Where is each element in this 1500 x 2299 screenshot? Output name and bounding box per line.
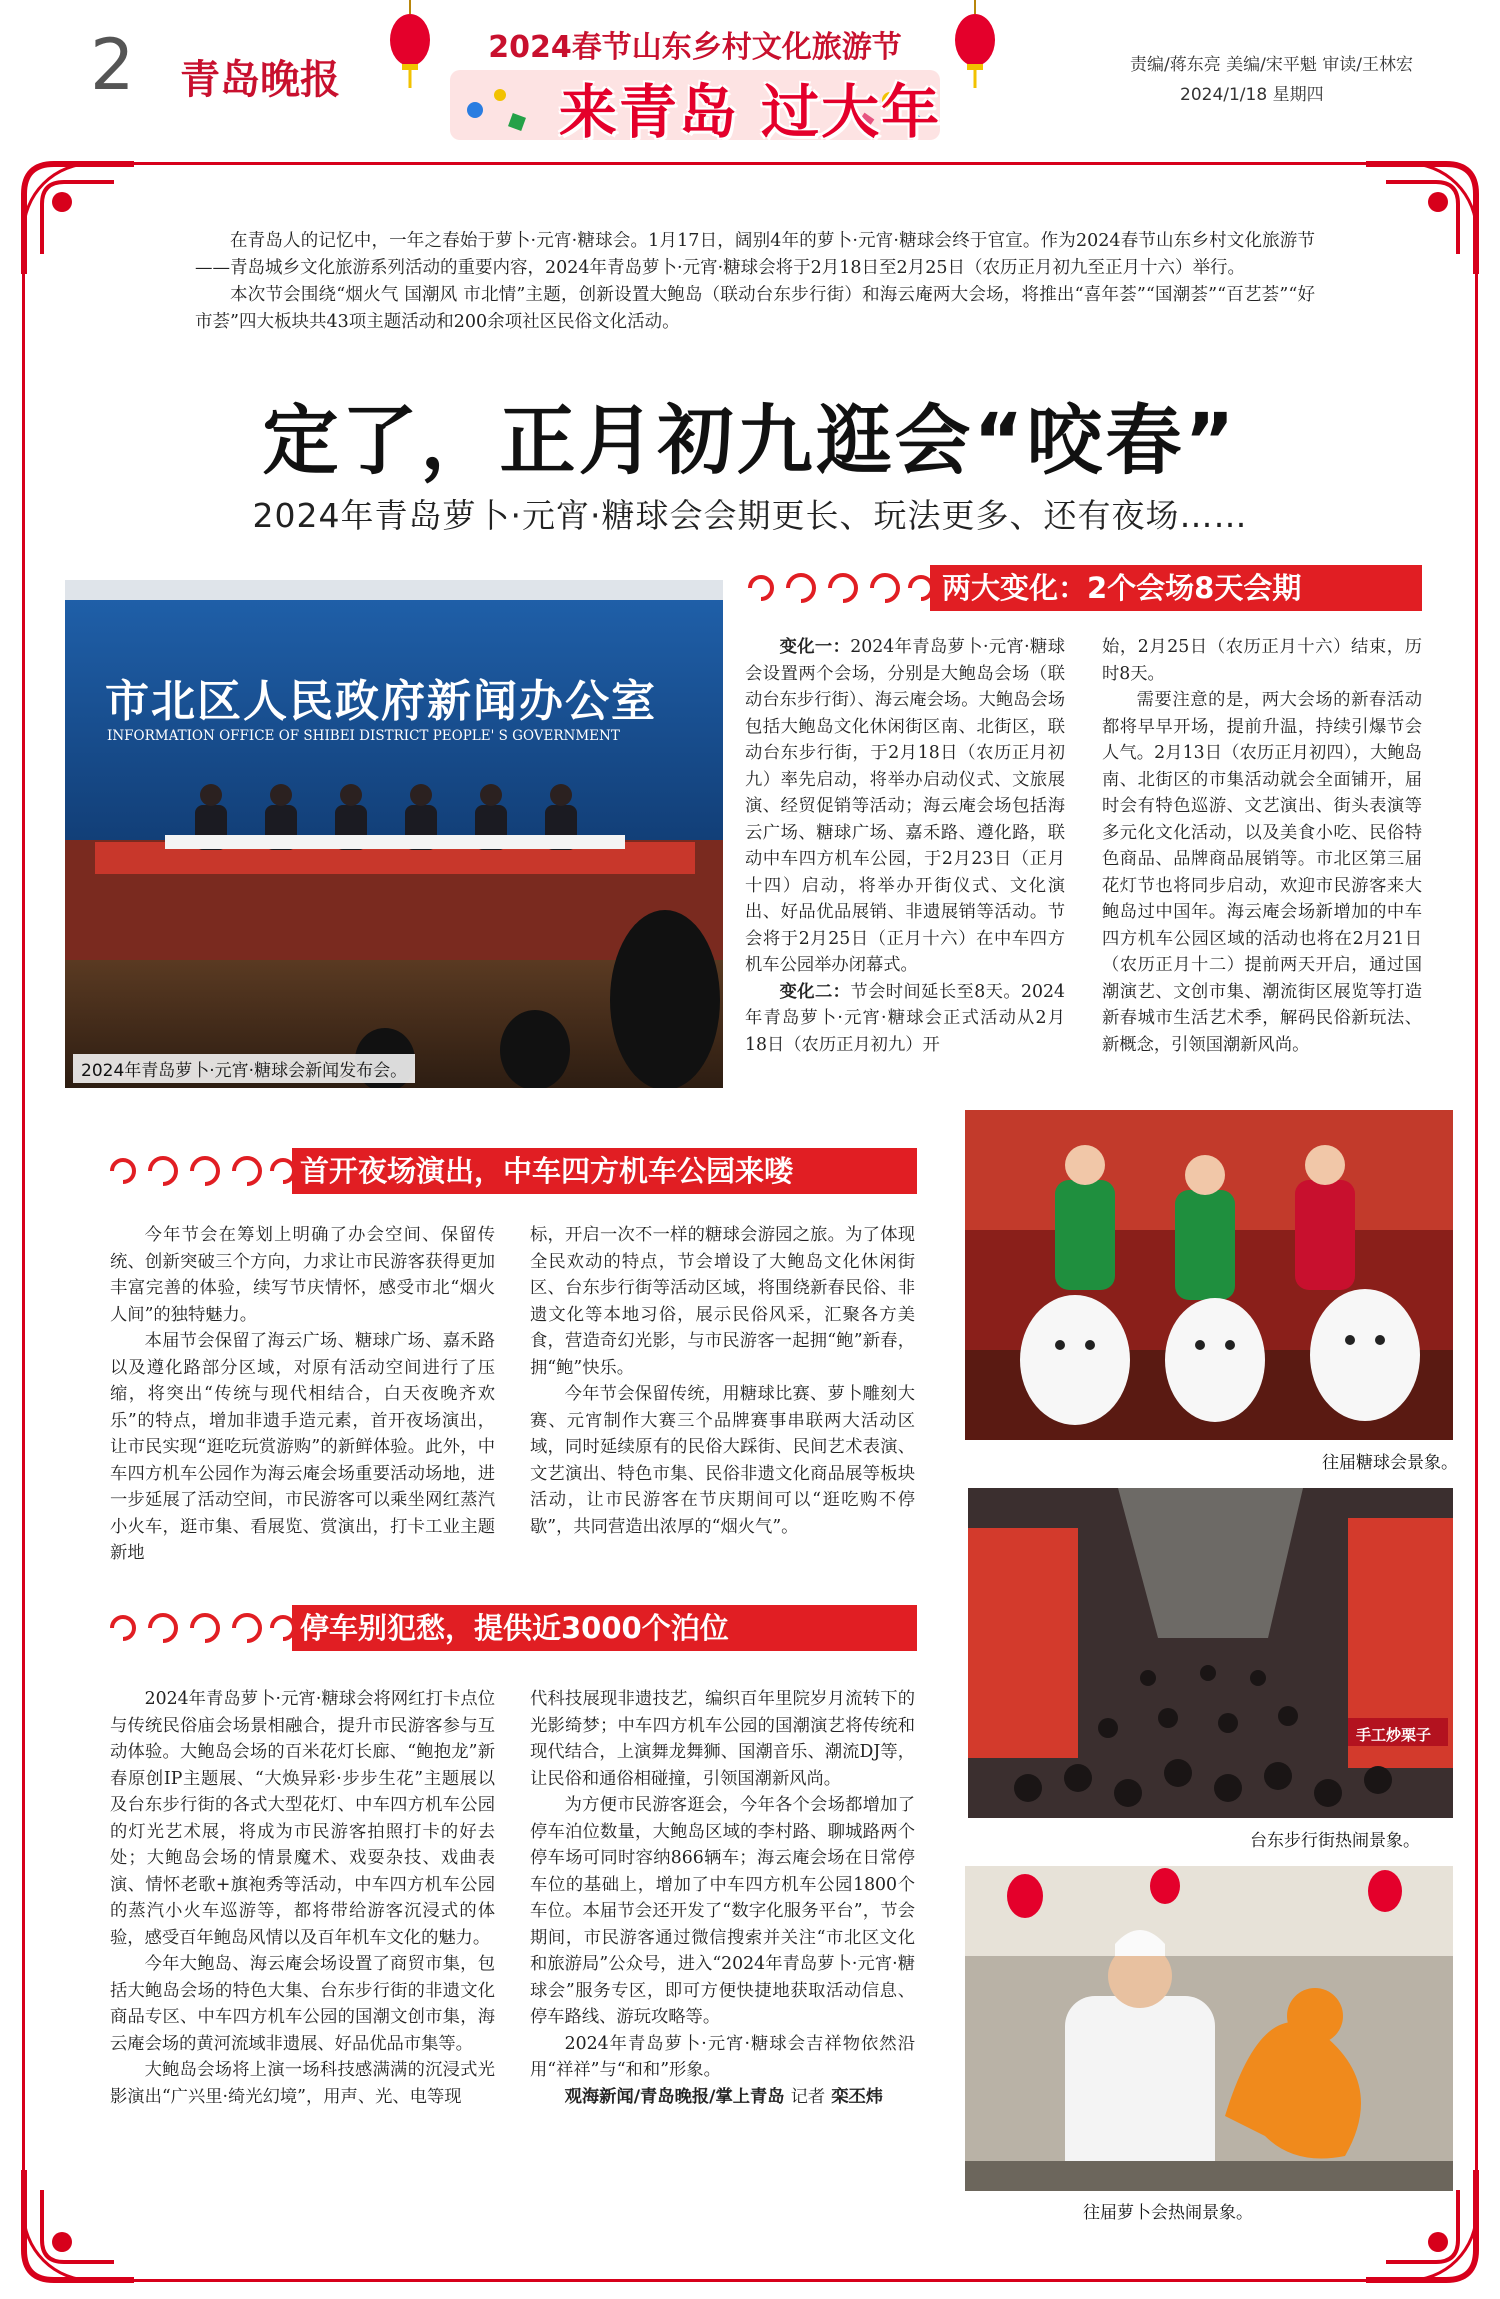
backdrop-title: 市北区人民政府新闻办公室 (105, 676, 657, 727)
article-paragraph: 大鲍岛会场将上演一场科技感满满的沉浸式光影演出“广兴里·绮光幻境”，用声、光、电等现 (110, 2060, 495, 2107)
article-paragraph: 代科技展现非遗技艺，编织百年里院岁月流转下的光影绮梦；中车四方机车公园的国潮演艺将传统和现代结合，上演舞龙舞狮、国潮音乐、潮流DJ等，让民俗和通俗相碰撞，引领国潮新风尚。 (530, 1689, 915, 1789)
paragraph-lead: 变化一： (779, 637, 851, 657)
performance-image (965, 1110, 1453, 1440)
photo-caption: 台东步行街热闹景象。 (1250, 1831, 1420, 1851)
page-number: 2 (90, 24, 135, 106)
corner-ornament-icon (1356, 154, 1486, 284)
paragraph-text: 节会时间延长至8天。2024年青岛萝卜·元宵·糖球会正式活动从2月18日（农历正月初九）开 (745, 981, 1065, 1055)
street-crowd-image (968, 1488, 1453, 1818)
corner-ornament-icon (14, 2160, 144, 2290)
banner-title: 来青岛 过大年 (558, 78, 942, 146)
section3-column-1 (110, 1686, 495, 2110)
press-conference-photo (65, 580, 723, 1088)
subheadline: 2024年青岛萝卜·元宵·糖球会会期更长、玩法更多、还有夜场…… (252, 496, 1248, 535)
cloud-ornament-icon (100, 1605, 300, 1651)
section1-column-2 (1102, 634, 1422, 1058)
byline-org: 观海新闻/青岛晚报/掌上青岛 (564, 2086, 785, 2107)
section1-column-1 (745, 634, 1065, 1058)
paragraph-text: 2024年青岛萝卜·元宵·糖球会设置两个会场，分别是大鲍岛会场（联动台东步行街）、海云庵会场。大鲍岛会场包括大鲍岛文化休闲街区南、北街区，联动台东步行街，于2月18日（农历正月初九）率先启动，将举办启动仪式、文旅展演、经贸促销等活动；海云庵会场包括海云广场、糖球广场、嘉禾路、遵化路，联动中车四方机车公园，于2月23日（正月十四）启动，将举办开街仪式、文化演出、好品优品展销、非遗展销等活动。节会将于2月25日（正月十六）在中车四方机车公园举办闭幕式。 (745, 637, 1065, 975)
lead-paragraphs (195, 228, 1315, 336)
lead-paragraph: 在青岛人的记忆中，一年之春始于萝卜·元宵·糖球会。1月17日，阔别4年的萝卜·元宵·糖球会终于官宣。作为2024春节山东乡村文化旅游节——青岛城乡文化旅游系列活动的重要内容，2024年青岛萝卜·元宵·糖球会将于2月18日至2月25日（农历正月初九至正月十六）举行。 (195, 231, 1315, 278)
article-paragraph: 2024年青岛萝卜·元宵·糖球会将网红打卡点位与传统民俗庙会场景相融合，提升市民游客参与互动体验。大鲍岛会场的百米花灯长廊、“鲍抱龙”新春原创IP主题展、“大焕异彩·步步生花”主题展以及台东步行街的各式大型花灯、中车四方机车公园的灯光艺术展，将成为市民游客拍照打卡的好去处；大鲍岛会场的情景魔术、戏耍杂技、戏曲表演、情怀老歌+旗袍秀等活动，中车四方机车公园的蒸汽小火车巡游等，都将带给游客沉浸式的体验，感受百年鲍岛风情以及百年机车文化的魅力。 (110, 1689, 495, 1948)
section-title-night-show: 首开夜场演出，中车四方机车公园来喽 (292, 1148, 917, 1194)
article-paragraph: 标，开启一次不一样的糖球会游园之旅。为了体现全民欢动的特点，节会增设了大鲍岛文化休闲街区、台东步行街等活动区域，将围绕新春民俗、非遗文化等本地习俗，展示民俗风采，汇聚各方美食，营造奇幻光影，与市民游客一起拥“鲍”新春，拥“鲍”快乐。 (530, 1225, 915, 1378)
carving-photo (965, 1866, 1453, 2191)
article-paragraph (745, 634, 1065, 979)
performance-photo (965, 1110, 1453, 1440)
article-paragraph: 始，2月25日（农历正月十六）结束，历时8天。 (1102, 637, 1422, 684)
press-conference-image (65, 580, 723, 1088)
cloud-ornament-icon (100, 1148, 300, 1194)
article-paragraph: 今年大鲍岛、海云庵会场设置了商贸市集，包括大鲍岛会场的特色大集、台东步行街的非遗文化商品专区、中车四方机车公园的国潮文创市集，海云庵会场的黄河流域非遗展、好品优品市集等。 (110, 1954, 495, 2054)
cloud-ornament-icon (738, 565, 938, 611)
lead-paragraph: 本次节会围绕“烟火气 国潮风 市北情”主题，创新设置大鲍岛（联动台东步行街）和海云庵两大会场，将推出“喜年荟”“国潮荟”“百艺荟”“好市荟”四大板块共43项主题活动和200余项社区民俗文化活动。 (195, 285, 1315, 332)
banner-subtitle: 2024春节山东乡村文化旅游节 (488, 30, 902, 65)
street-crowd-photo (968, 1488, 1453, 1818)
section2-column-1 (110, 1222, 495, 1567)
editors-line: 责编/蒋东亮 美编/宋平魁 审读/王林宏 (1130, 55, 1413, 75)
section-title-changes: 两大变化：2个会场8天会期 (930, 565, 1422, 611)
photo-caption: 往届糖球会景象。 (1322, 1453, 1458, 1473)
section3-column-2 (530, 1686, 915, 2110)
article-paragraph: 为方便市民游客逛会，今年各个会场都增加了停车泊位数量，大鲍岛区域的李村路、聊城路两个停车场可同时容纳866辆车；海云庵会场在日常停车位的基础上，增加了中车四方机车公园1800个车位。本届节会还开发了“数字化服务平台”，节会期间，市民游客通过微信搜索并关注“市北区文化和旅游局”公众号，进入“2024年青岛萝卜·元宵·糖球会”服务专区，即可方便快捷地获取活动信息、停车路线、游玩攻略等。 (530, 1795, 915, 2027)
headline: 定了，正月初九逛会“咬春” (262, 396, 1238, 485)
newspaper-logo: 青岛晚报 (180, 56, 340, 103)
byline-role: 记者 (790, 2086, 826, 2107)
section-title-parking: 停车别犯愁，提供近3000个泊位 (292, 1605, 917, 1651)
byline (530, 2084, 915, 2111)
lantern-icon (390, 0, 430, 88)
byline-name: 栾丕炜 (831, 2086, 884, 2107)
paragraph-lead: 变化二： (779, 981, 851, 1002)
issue-date: 2024/1/18 星期四 (1180, 85, 1324, 105)
article-paragraph: 本届节会保留了海云广场、糖球广场、嘉禾路以及遵化路部分区域，对原有活动空间进行了压缩，将突出“传统与现代相结合，白天夜晚齐欢乐”的特点，增加非遗手造元素，首开夜场演出，让市民实现“逛吃玩赏游购”的新鲜体验。此外，中车四方机车公园作为海云庵会场重要活动场地，进一步延展了活动空间，市民游客可以乘坐网红蒸汽小火车，逛市集、看展览、赏演出，打卡工业主题新地 (110, 1331, 495, 1563)
article-paragraph (745, 979, 1065, 1059)
section2-column-2 (530, 1222, 915, 1540)
corner-ornament-icon (14, 154, 144, 284)
backdrop-subtitle: INFORMATION OFFICE OF SHIBEI DISTRICT PEOPLE' S GOVERNMENT (107, 728, 620, 744)
photo-caption: 2024年青岛萝卜·元宵·糖球会新闻发布会。 (73, 1054, 415, 1083)
article-paragraph: 今年节会在筹划上明确了办会空间、保留传统、创新突破三个方向，力求让市民游客获得更加丰富完善的体验，续写节庆情怀，感受市北“烟火人间”的独特魅力。 (110, 1225, 495, 1325)
article-paragraph: 2024年青岛萝卜·元宵·糖球会吉祥物依然沿用“祥祥”与“和和”形象。 (530, 2033, 915, 2080)
article-paragraph: 需要注意的是，两大会场的新春活动都将早早开场，提前升温，持续引爆节会人气。2月13日（农历正月初四），大鲍岛南、北街区的市集活动就会全面铺开，届时会有特色巡游、文艺演出、街头表演等多元化文化活动，以及美食小吃、民俗特色商品、品牌商品展销等。市北区第三届花灯节也将同步启动，欢迎市民游客来大鲍岛过中国年。海云庵会场新增加的中车四方机车公园区域的活动也将在2月21日（农历正月十二）提前两天开启，通过国潮演艺、文创市集、潮流街区展览等打造新春城市生活艺术季，解码民俗新玩法、新概念，引领国潮新风尚。 (1102, 690, 1422, 1055)
photo-caption: 往届萝卜会热闹景象。 (1083, 2203, 1253, 2223)
lantern-icon (955, 0, 995, 88)
shop-sign: 手工炒栗子 (1356, 1726, 1432, 1744)
article-paragraph: 今年节会保留传统，用糖球比赛、萝卜雕刻大赛、元宵制作大赛三个品牌赛事串联两大活动区域，同时延续原有的民俗大踩街、民间艺术表演、文艺演出、特色市集、民俗非遗文化商品展等板块活动，让市民游客在节庆期间可以“逛吃购不停歇”，共同营造出浓厚的“烟火气”。 (530, 1384, 915, 1537)
carving-image (965, 1866, 1453, 2191)
